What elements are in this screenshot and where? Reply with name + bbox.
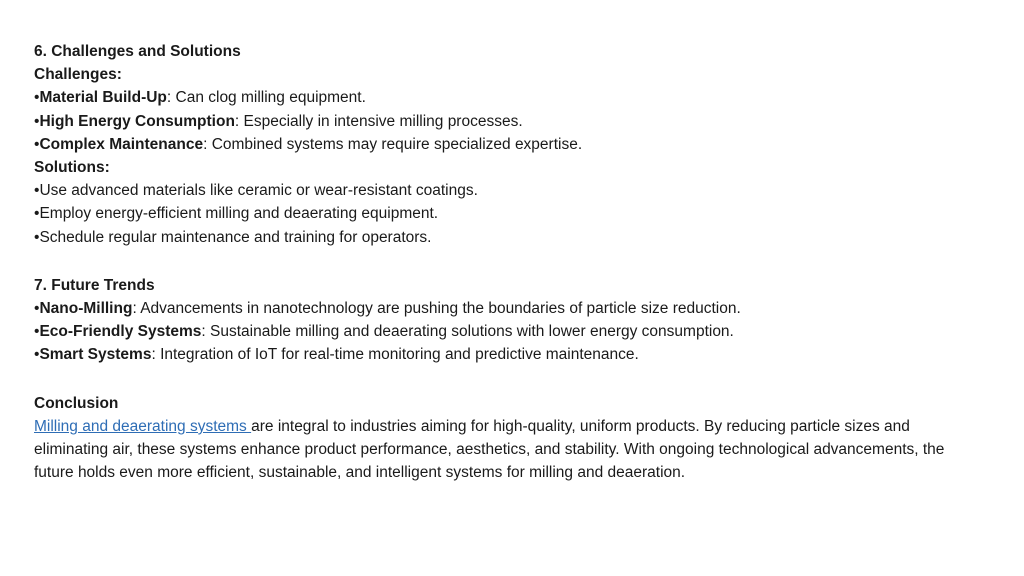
challenges-solutions-heading: 6. Challenges and Solutions (34, 43, 241, 60)
slide-content (34, 40, 974, 484)
trend-desc: : Sustainable milling and deaerating solutions with lower energy consumption. (201, 323, 734, 341)
challenges-label: Challenges: (34, 66, 122, 84)
future-trends-heading: 7. Future Trends (34, 276, 155, 294)
trend-term: Smart Systems (39, 346, 152, 364)
trend-desc: : Integration of IoT for real-time monitoring and predictive maintenance. (151, 346, 639, 364)
section-spacer (34, 249, 974, 274)
trend-item (34, 320, 974, 343)
bullet-glyph: • (34, 300, 40, 318)
bullet-glyph: • (34, 89, 40, 107)
solution-item (34, 226, 974, 249)
solution-text: Use advanced materials like ceramic or wear-resistant coatings. (39, 182, 478, 200)
challenge-item (34, 110, 974, 133)
trend-item (34, 297, 974, 320)
conclusion-body: are integral to industries aiming for high-quality, uniform products. By reducing particle sizes and eliminating air, these systems enhance product performance, aesthetics, and stability. With ongoing technological advancements, the future holds even more efficient, sustainable, and intelligent systems for milling and deaeration. (34, 417, 945, 482)
bullet-glyph: • (34, 205, 40, 223)
challenge-term: High Energy Consumption (39, 112, 235, 130)
solution-text: Schedule regular maintenance and training for operators. (39, 228, 432, 246)
trend-desc: : Advancements in nanotechnology are pushing the boundaries of particle size reduction. (132, 300, 741, 318)
solutions-label: Solutions: (34, 159, 110, 177)
trend-term: Nano-Milling (39, 300, 133, 318)
bullet-glyph: • (34, 346, 40, 364)
trend-term: Eco-Friendly Systems (39, 323, 202, 341)
challenge-term: Material Build-Up (39, 89, 167, 107)
conclusion-heading: Conclusion (34, 394, 119, 412)
challenge-desc: : Combined systems may require specialized expertise. (203, 135, 583, 153)
bullet-glyph: • (34, 135, 40, 153)
challenge-item (34, 133, 974, 156)
solution-item (34, 202, 974, 225)
bullet-glyph: • (34, 182, 40, 200)
milling-systems-link[interactable]: Milling and deaerating systems (34, 417, 252, 435)
solution-text: Employ energy-efficient milling and deaerating equipment. (39, 205, 439, 223)
challenge-desc: : Can clog milling equipment. (166, 89, 366, 107)
conclusion-paragraph (34, 415, 974, 485)
challenge-desc: : Especially in intensive milling processes. (234, 112, 523, 130)
bullet-glyph: • (34, 228, 40, 246)
section-spacer (34, 367, 974, 392)
challenge-item (34, 86, 974, 109)
solution-item (34, 179, 974, 202)
bullet-glyph: • (34, 323, 40, 341)
challenge-term: Complex Maintenance (39, 135, 204, 153)
trend-item (34, 343, 974, 366)
bullet-glyph: • (34, 112, 40, 130)
